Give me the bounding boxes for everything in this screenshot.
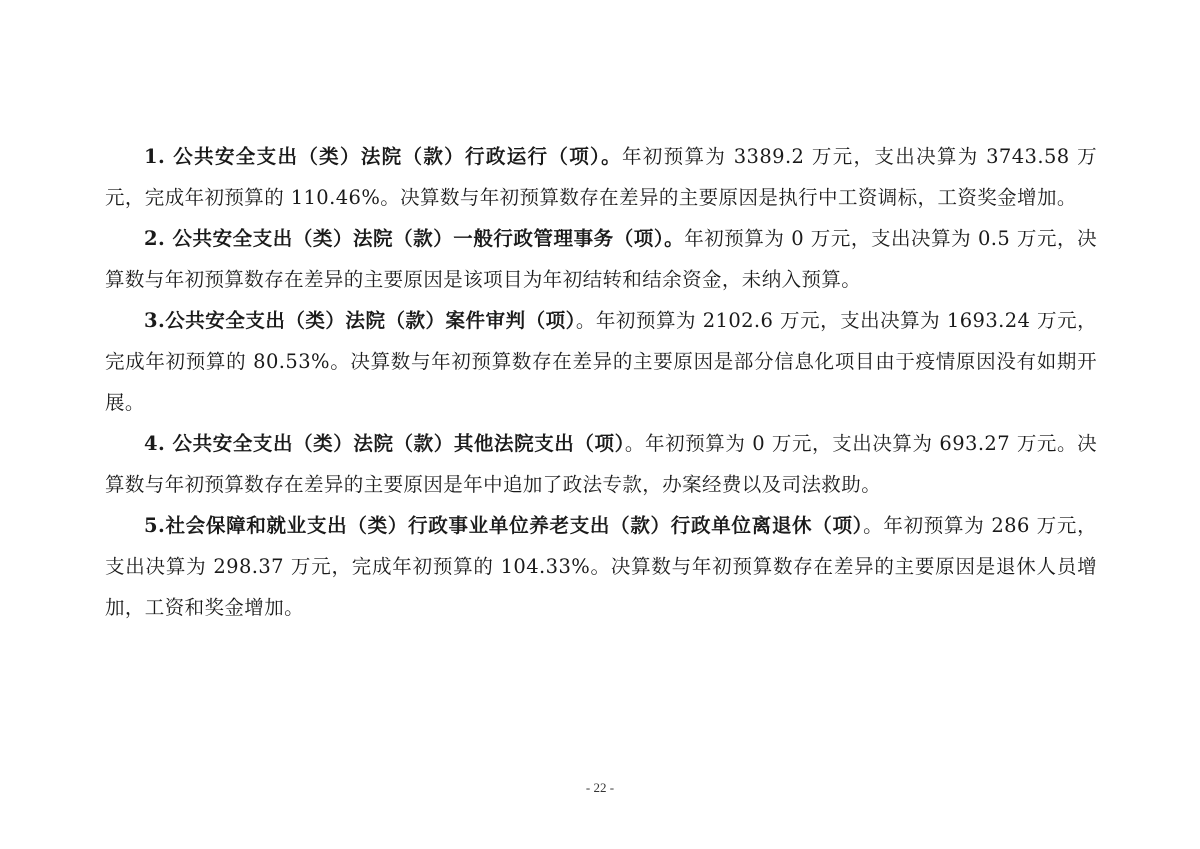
page-number: - 22 - [585,780,615,795]
paragraph-3 [105,300,1097,423]
paragraph-2 [105,218,1097,300]
paragraph-5-heading: 5.社会保障和就业支出（类）行政事业单位养老支出（款）行政单位离退休（项） [144,514,864,537]
paragraph-5-text: 。年初预算为 286 万元，支出决算为 298.37 万元，完成年初预算的 104.33%。决算数与年初预算数存在差异的主要原因是退休人员增加，工资和奖金增加。 [105,514,1097,619]
paragraph-3-text: 。年初预算为 2102.6 万元，支出决算为 1693.24 万元，完成年初预算的 80.53%。决算数与年初预算数存在差异的主要原因是部分信息化项目由于疫情原因没有如期开展。 [105,309,1097,414]
paragraph-3-heading: 3.公共安全支出（类）法院（款）案件审判（项） [144,309,576,332]
paragraph-4 [105,423,1097,505]
paragraph-2-text: 年初预算为 0 万元，支出决算为 0.5 万元，决算数与年初预算数存在差异的主要原因是该项目为年初结转和结余资金，未纳入预算。 [105,227,1097,291]
paragraph-1-text: 年初预算为 3389.2 万元，支出决算为 3743.58 万元，完成年初预算的 110.46%。决算数与年初预算数存在差异的主要原因是执行中工资调标，工资奖金增加。 [105,145,1097,209]
paragraph-5 [105,505,1097,628]
paragraph-4-heading: 4. 公共安全支出（类）法院（款）其他法院支出（项） [144,432,625,455]
document-body [105,136,1097,628]
paragraph-2-heading: 2. 公共安全支出（类）法院（款）一般行政管理事务（项）。 [144,227,685,250]
paragraph-1-heading: 1. 公共安全支出（类）法院（款）行政运行（项）。 [144,145,622,168]
paragraph-4-text: 。年初预算为 0 万元，支出决算为 693.27 万元。决算数与年初预算数存在差异的主要原因是年中追加了政法专款，办案经费以及司法救助。 [105,432,1097,496]
paragraph-1 [105,136,1097,218]
